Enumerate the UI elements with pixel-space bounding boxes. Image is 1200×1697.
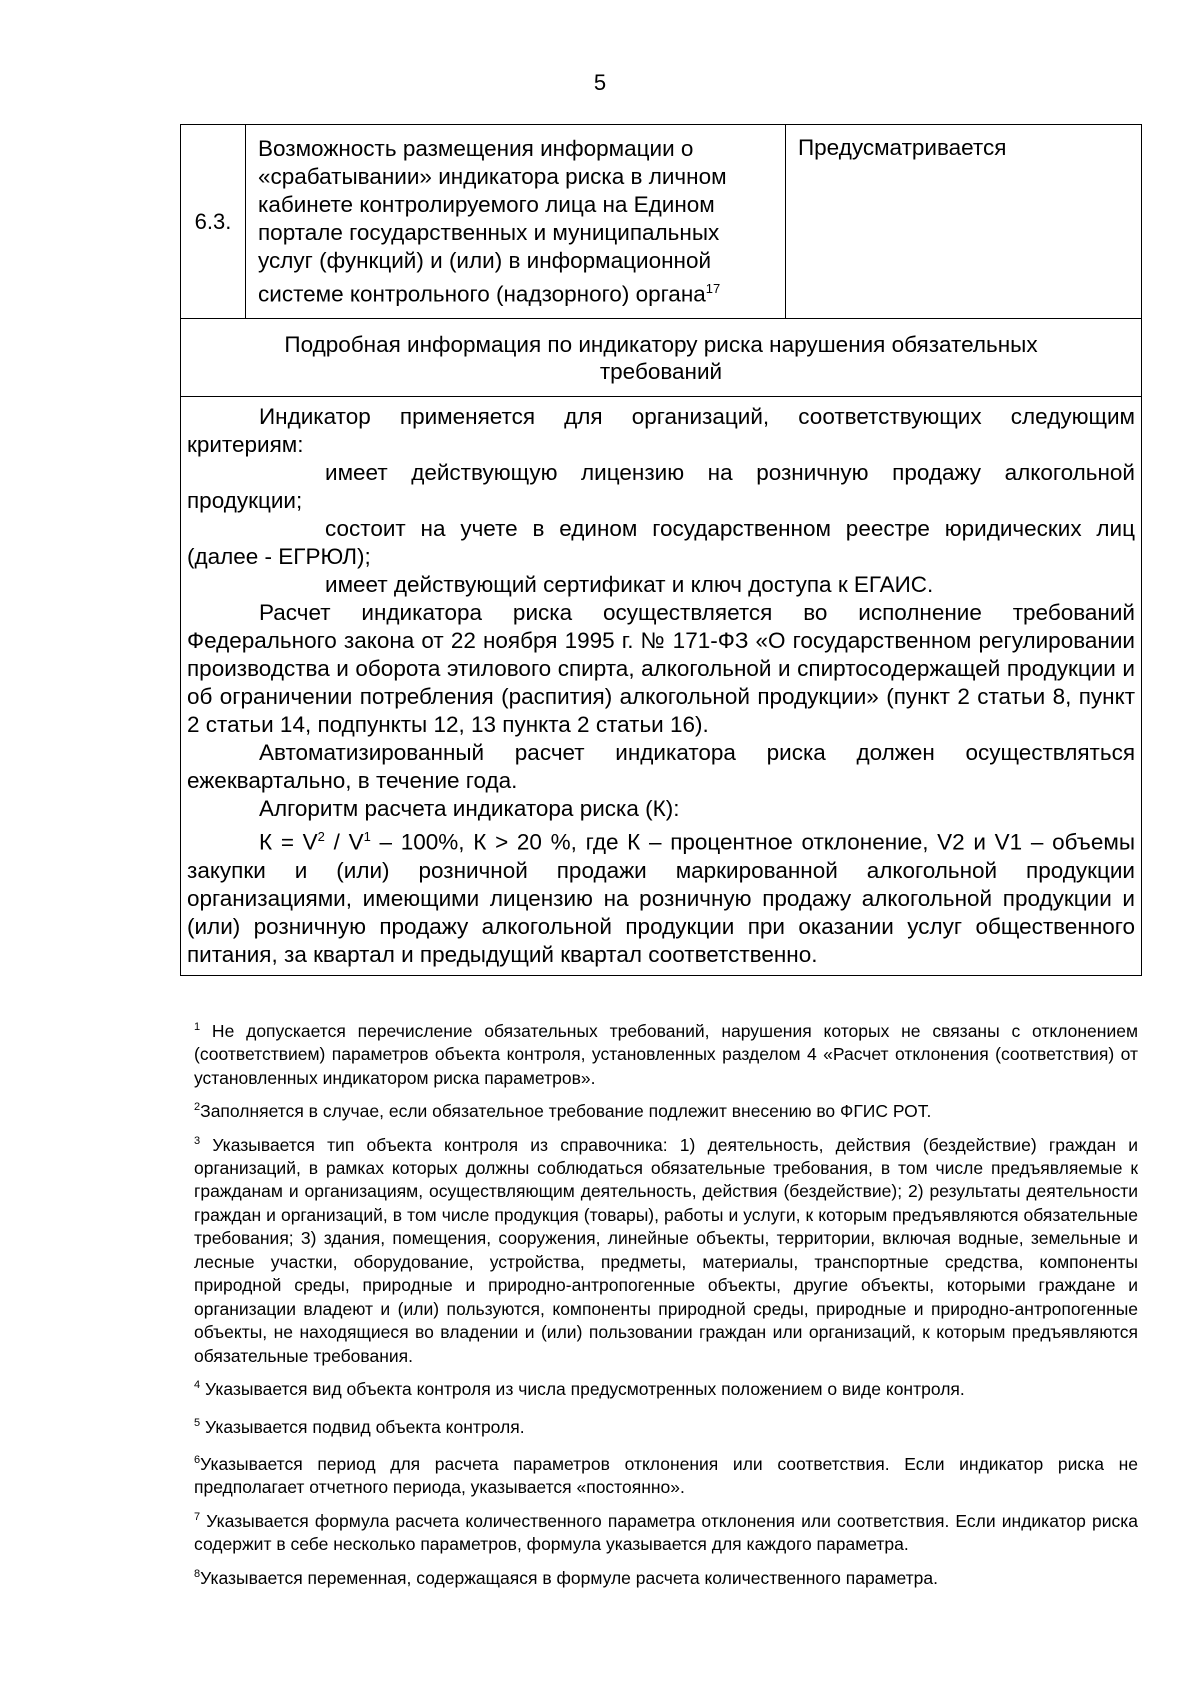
- footnote: [194, 1449, 1138, 1500]
- algorithm-formula: [187, 823, 1135, 969]
- footnote-text: Указывается формула расчета количественного параметра отклонения или соответствия. Если индикатор риска содержит в себе несколько параметров, формула указывается для каждого параметра.: [194, 1510, 1138, 1555]
- footnote-text: Заполняется в случае, если обязательное требование подлежит внесению во ФГИС РОТ.: [200, 1101, 932, 1122]
- algorithm-title: Алгоритм расчета индикатора риска (К):: [259, 796, 680, 821]
- footnote-number: 4: [194, 1379, 201, 1392]
- row-description-text: Возможность размещения информации о «срабатывании» индикатора риска в личном кабинете контролируемого лица на Едином портале государственных и муниципальных услуг (функций) и (или) в информационной системе контрольного (надзорного) органа: [258, 136, 727, 307]
- footnote: [194, 1412, 1138, 1439]
- formula-sup: 2: [317, 829, 325, 844]
- calc-frequency: Автоматизированный расчет индикатора риска должен осуществляться ежеквартально, в течение года.: [187, 740, 1135, 793]
- row-description: [246, 125, 786, 318]
- indicator-details: [181, 397, 1141, 975]
- criterion-egais: имеет действующий сертификат и ключ доступа к ЕГАИС.: [325, 572, 934, 597]
- footnote-number: 7: [194, 1510, 201, 1523]
- footnote-text: Указывается период для расчета параметров отклонения или соответствия. Если индикатор риска не предполагает отчетного периода, указывается «постоянно».: [194, 1453, 1138, 1498]
- footnote: [194, 1506, 1138, 1557]
- footnotes: [194, 1016, 1138, 1596]
- footnote-text: Указывается подвид объекта контроля.: [200, 1416, 525, 1437]
- formula-part: – 100%, К > 20 %, где К – процентное отклонение, V2 и V1 – объемы закупки и (или) розничной продажи маркированной алкогольной продукции организациями, имеющими лицензию на розничную продажу алкогольной продукции и (или) розничную продажу алкогольной продукции при оказании услуг общественного питания, за квартал и предыдущий квартал соответственно.: [187, 829, 1135, 967]
- footnote-text: Указывается переменная, содержащаяся в формуле расчета количественного параметра.: [200, 1567, 938, 1588]
- row-value: Предусматривается: [798, 135, 1007, 160]
- footnote: [194, 1374, 1138, 1401]
- criterion-egrul: состоит на учете в едином государственном реестре юридических лиц (далее - ЕГРЮЛ);: [187, 516, 1135, 569]
- footnote-number: 3: [194, 1134, 201, 1147]
- footnote-text: Не допускается перечисление обязательных требований, нарушения которых не связаны с отклонением (соответствием) параметров объекта контроля, установленных разделом 4 «Расчет отклонения (соответствия) от установленных индикатором риска параметров».: [194, 1020, 1138, 1088]
- footnote-ref[interactable]: 17: [705, 281, 721, 296]
- formula-part: К = V: [259, 829, 318, 855]
- indicator-table: [180, 124, 1142, 976]
- footnote: [194, 1130, 1138, 1369]
- row-number: 6.3.: [181, 125, 246, 318]
- footnote: [194, 1016, 1138, 1090]
- criterion-license: имеет действующую лицензию на розничную продажу алкогольной продукции;: [187, 460, 1135, 513]
- footnote-number: 2: [194, 1101, 201, 1114]
- footnote-number: 6: [194, 1454, 201, 1467]
- footnote-number: 8: [194, 1567, 201, 1580]
- table-row: [181, 125, 1141, 319]
- formula-part: / V: [324, 829, 364, 855]
- footnote-text: Указывается вид объекта контроля из числа предусмотренных положением о виде контроля.: [200, 1379, 965, 1400]
- footnote-number: 1: [194, 1021, 201, 1033]
- legal-basis: Расчет индикатора риска осуществляется во исполнение требований Федерального закона от 22 ноября 1995 г. № 171-ФЗ «О государственном регулировании производства и оборота этилового спирта, алкогольной и спиртосодержащей продукции и об ограничении потребления (распития) алкогольной продукции» (пункт 2 статьи 8, пункт 2 статьи 14, подпункты 12, 13 пункта 2 статьи 16).: [187, 600, 1135, 737]
- footnote-text: Указывается тип объекта контроля из справочника: 1) деятельность, действия (бездействие) граждан и организаций, в рамках которых должны соблюдаться обязательные требования, в том числе предъявляемые к гражданам и организациям, осуществляющим деятельность, действия (бездействие); 2) результаты деятельности граждан и организаций, в том числе продукция (товары), работы и услуги, к которым предъявляются обязательные требования; 3) здания, помещения, сооружения, линейные объекты, территории, включая водные, земельные и лесные участки, оборудование, устройства, предметы, материалы, транспортные средства, компоненты природной среды, природные и природно-антропогенные объекты, другие объекты, которыми граждане и организации владеют и (или) пользуются, компоненты природной среды, природные и природно-антропогенные объекты, не находящиеся во владении и (или) пользовании граждан или организаций, к которым предъявляются обязательные требования.: [194, 1134, 1138, 1366]
- formula-sup: 1: [363, 829, 371, 844]
- section-header: Подробная информация по индикатору риска нарушения обязательных требований: [181, 319, 1141, 397]
- criteria-intro: Индикатор применяется для организаций, соответствующих следующим критериям:: [187, 404, 1135, 457]
- footnote-number: 5: [194, 1416, 201, 1429]
- page-number: 5: [593, 70, 607, 95]
- footnote: [194, 1096, 1138, 1123]
- footnote: [194, 1563, 1138, 1590]
